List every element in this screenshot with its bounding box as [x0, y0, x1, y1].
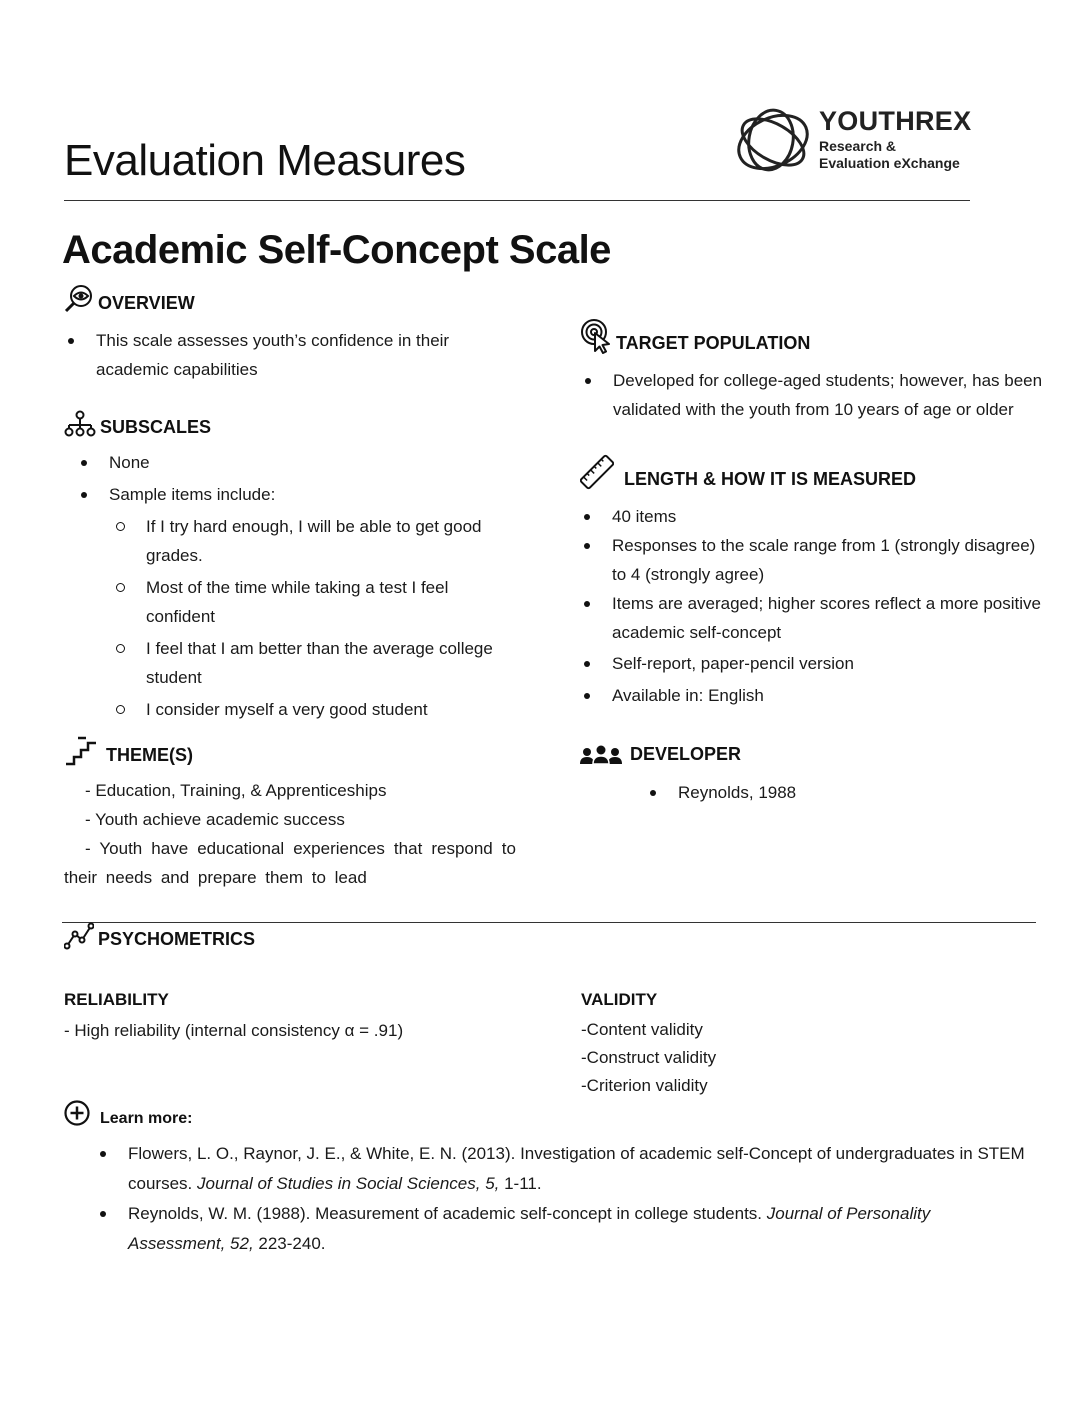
reliability-line: - High reliability (internal consistency α = .91)	[64, 1021, 404, 1040]
stairs-icon	[64, 736, 98, 766]
themes-heading-label: THEME(S)	[106, 745, 193, 765]
reference-item: Flowers, L. O., Raynor, J. E., & White, E. N. (2013). Investigation of academic self-Concept of undergraduates in STEM courses. Journal of Studies in Social Sciences, 5, 1-11.	[128, 1139, 1028, 1199]
theme-line: - Education, Training, & Apprenticeships	[85, 781, 387, 800]
overview-heading-label: OVERVIEW	[98, 293, 195, 313]
references-list	[128, 1139, 1028, 1259]
list-item: Responses to the scale range from 1 (strongly disagree) to 4 (strongly agree)	[612, 531, 1042, 589]
learn-more-heading	[64, 1100, 192, 1128]
target-population-heading-label: TARGET POPULATION	[616, 333, 811, 353]
reliability-heading: RELIABILITY	[64, 990, 169, 1009]
psychometrics-heading-label: PSYCHOMETRICS	[98, 929, 256, 949]
list-item: If I try hard enough, I will be able to get good grades.	[146, 512, 516, 570]
reliability-list	[64, 1016, 544, 1045]
list-item: 40 items	[612, 502, 1042, 531]
list-item: Developed for college-aged students; however, has been validated with the youth from 10 years of age or older	[613, 366, 1043, 424]
plus-circle-icon	[64, 1100, 92, 1128]
validity-line: -Content validity	[581, 1020, 703, 1039]
developer-heading	[580, 744, 741, 765]
overview-list	[96, 326, 526, 384]
list-item: This scale assesses youth’s confidence in their academic capabilities	[96, 326, 526, 384]
logo-line-1: Research &	[819, 138, 897, 154]
ruler-icon	[580, 454, 614, 490]
subscales-heading-label: SUBSCALES	[100, 417, 212, 437]
themes-list	[64, 776, 516, 892]
youthrex-orbit-logo-icon	[733, 104, 813, 180]
psychometrics-heading	[64, 922, 255, 950]
list-item: Reynolds, 1988	[678, 778, 978, 807]
youthrex-logo	[733, 104, 973, 180]
developer-heading-label: DEVELOPER	[630, 744, 742, 764]
page-header-title: Evaluation Measures	[64, 136, 466, 185]
subscales-list	[109, 448, 509, 509]
list-item: I feel that I am better than the average college student	[146, 634, 516, 692]
group-icon	[580, 745, 622, 765]
validity-line: -Criterion validity	[581, 1076, 708, 1095]
list-item: Self-report, paper-pencil version	[612, 649, 1042, 678]
validity-heading: VALIDITY	[581, 990, 658, 1009]
learn-more-heading-label: Learn more:	[100, 1110, 193, 1127]
reference-item: Reynolds, W. M. (1988). Measurement of academic self-concept in college students. Journal of Personality Assessment, 52, 223-240.	[128, 1199, 1028, 1259]
length-heading	[580, 454, 916, 490]
header-divider	[64, 200, 970, 201]
themes-heading	[64, 736, 193, 766]
list-item: Items are averaged; higher scores reflect a more positive academic self-concept	[612, 589, 1042, 647]
logo-line-2: Evaluation eXchange	[819, 155, 960, 171]
trend-line-icon	[64, 922, 94, 950]
list-item: Sample items include:	[109, 480, 509, 509]
magnifier-eye-icon	[64, 284, 94, 314]
target-population-list	[613, 366, 1043, 424]
theme-line: - Youth achieve academic success	[85, 810, 345, 829]
hierarchy-icon	[64, 410, 96, 438]
logo-name: YOUTHREX	[819, 106, 972, 136]
length-list	[612, 502, 1042, 710]
developer-list	[678, 778, 978, 807]
validity-line: -Construct validity	[581, 1048, 717, 1067]
list-item: Available in: English	[612, 681, 1042, 710]
document-title: Academic Self-Concept Scale	[62, 228, 611, 272]
overview-heading	[64, 284, 195, 314]
theme-line: - Youth have educational experiences that respond to their needs and prepare them to lead	[64, 839, 516, 887]
list-item: None	[109, 448, 509, 477]
length-heading-label: LENGTH & HOW IT IS MEASURED	[624, 469, 916, 489]
list-item: I consider myself a very good student	[146, 695, 516, 724]
logo-subtitle	[819, 138, 960, 172]
validity-list	[581, 1016, 881, 1100]
target-population-heading	[580, 318, 810, 354]
list-item: Most of the time while taking a test I feel confident	[146, 573, 516, 631]
target-cursor-icon	[580, 318, 612, 354]
sample-items-list	[146, 512, 516, 724]
subscales-heading	[64, 410, 211, 438]
